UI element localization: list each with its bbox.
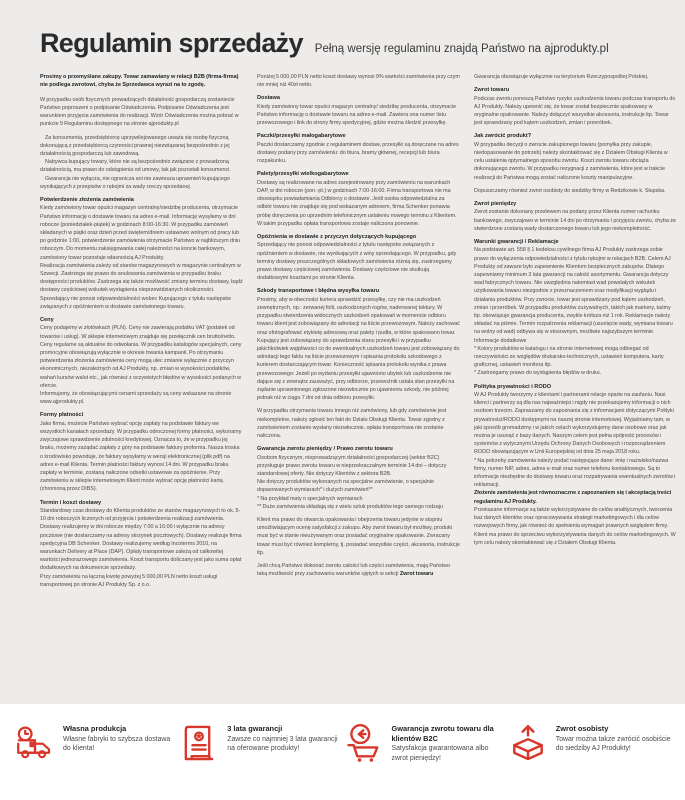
paragraph: Kiedy zamówiony towar opuści magazyn centralny/ siedzibę producenta, otrzymacie Państwo informację o dostawie towaru na adres e-mail. Zawiera ona numer listu przewozowego i link do strony firmy spedycyjnej, gdzie można śledzić przesyłkę. <box>257 103 457 127</box>
column-2 <box>257 73 460 594</box>
paragraph: Jako firma, możecie Państwo wybrać opcję zapłaty na podstawie faktury we wszystkich kanałach sprzedaży. W przypadku odroczonej formy płatności, wykonamy zwyczajowe sprawdzenie zdolności kredytowej. Oznacza to, że w przypadku jej braku, możemy zażądać zapłaty z góry na podstawie faktury proforma. Nasza troska o środowisko powoduje, że faktury wysyłamy w wersji elektronicznej (plik pdf) na adres e-mail Klienta. Termin płatności faktury wynosi 14 dni. W przypadku braku zapłaty w terminie, zostaną naliczone odsetki ustawowe za opóźnienie. Przy zamówieniu w sklepie internetowym Klient może wybrać opcję płatności kartą (chronioną przez DIBS). <box>40 420 242 493</box>
feature-description: Własne fabryki to szybsza dostawa do klienta! <box>63 735 171 753</box>
features-banner <box>0 704 685 800</box>
delivery-truck-icon <box>14 722 56 764</box>
paragraph-text: Jeśli chcą Państwo dokonać zwrotu całości lub części zamówienia, mają Państwo taką możliwość przy zachowaniu warunków ujętych w sekcji <box>257 563 451 578</box>
section-heading-warunki-gwarancji: Warunki gwarancji / Reklamacje <box>474 239 559 246</box>
warranty-certificate-icon <box>178 722 220 764</box>
feature-gwarancja-zwrotu-b2c <box>343 722 507 764</box>
paragraph: W przypadku osób fizycznych prowadzących działalność gospodarczą zostaniecie Państwo poproszeni o podpisanie Oświadczenia. Podpisanie Oświadczenia jest warunkiem przyjęcia zamówienia do realizacji. Wzór Oświadczenia można pobrać w punkcie 9 Regulaminu dostępnego na stronie ajprodukty.pl <box>40 96 239 128</box>
section-heading-opoznienia: Opóźnienia w dostawie z przyczyn dotyczących kupującego <box>257 234 417 241</box>
footnote: * Na przykład maty o specjalnych wymiarach <box>257 495 363 502</box>
page-subtitle: Pełną wersję regulaminu znajdą Państwo na ajprodukty.pl <box>314 43 609 55</box>
section-heading-gwarancja-zwrotu: Gwarancja zwrotu pieniędzy / Prawo zwrotu towaru <box>257 446 393 453</box>
paragraph: Nie dotyczy produktów wykonanych na specjalne zamówienie, o specjalnie dopasowanych wymiarach* i dużych zamówień** <box>257 479 434 494</box>
section-heading-polityka-prywatnosci: Polityka prywatności i RODO <box>474 383 552 390</box>
paragraph: Na podstawie art. 558 § 1 kodeksu cywilnego firma AJ Produkty zastrzega sobie prawo do wyłączenia odpowiedzialności z tytułu rękojmi w relacjach B2B. Celem AJ Produkty od zawsze było zapewnienie Klientom bezpiecznych zakupów. Dlatego zapewniamy minimum 3 lata gwarancji na całość asortymentu. Gwarancja dotyczy wad fabrycznych towaru. Nie uwzględnia natomiast wad powstałych wskutek użytkowania towaru niezgodnie z przeznaczeniem oraz modyfikacji wyglądu i działania produktów. Przy zwrocie, towar jest sprawdzany pod kątem uszkodzeń, zmian i przeróbek. W przypadku produktów zużywalnych, takich jak markery, taśmy itp. obowiązuje gwarancja producenta, zwykle krótsza niż 1 rok. Reklamacje należy składać na piśmie. Termin rozpatrzenia reklamacji (usunięcie wady, wymiana towaru na wolny od wad) odbywa się w stosownym, możliwie najszybszym terminie. <box>474 247 673 336</box>
feature-title: Gwarancja zwrotu towaru dla klientów B2C <box>391 724 494 743</box>
paragraph: Kiedy zamówiony towar opuści magazyn centralny/siedzibę producenta, otrzymacie Państwo informację o dostawie towaru na adres e-mail. Informację wysyłamy w dni robocze (poniedziałek-piątek) w godzinach 8:00-16:30. W przypadku zamówień składanych w piątki oraz dzień przed świętem/dniem ustawowo wolnym od pracy lub po godzinie 1:00, potwierdzenie zamówienia otrzymacie Państwo w najbliższym dniu roboczym. Do momentu zaksięgowania całej należności na koncie bankowym, zamówiony towar pozostaje własnością AJ Produkty. <box>40 205 241 261</box>
paragraph: W przypadku decyzji o zwrocie zakupionego towaru (pomyłka przy zakupie, niedopasowanie do potrzeb) należy skontaktować się z Działem Obsługi Klienta w celu ustalenia optymalnego sposobu zwrotu. Koszt zwrotu towaru obciąża dokonującego zwrotu. W przypadku rezygnacji z zamówienia, które jest w trakcie realizacji do Państwa mogą zostać naliczone koszty manipulacyjne. <box>474 141 668 181</box>
paragraph: Gwarancja obowiązuje wyłącznie na terytorium Rzeczypospolitej Polskiej. <box>474 74 649 80</box>
paragraph: Informacje dodatkowe <box>474 337 527 344</box>
feature-wlasna-produkcja <box>14 722 178 764</box>
acceptance-notice: Złożenie zamówienia jest równoznaczne z zapoznaniem się i akceptacją treści regulaminu AJ Produkty. <box>474 490 672 505</box>
inline-reference-zwrot-towaru: Zwrot towaru <box>399 571 434 578</box>
paragraph: Dostawy są realizowane na adres zarejestrowany przy zamówieniu na warunkach DAP, w dni robocze (pon.-pt.) w godzinach 7:00-16:00. Firma transportowa nie ma obowiązku powiadamiania Odbiorcy o dostawie. Jeśli osoba odpowiedzialna za odbiór towaru nie znajduje się pod wskazanym adresem, firma Schenker ponawia próbę doręczenia po uprzednim telefonicznym ustaleniu nowego terminu z Klientem. W takim przypadku opłata transportowa zostaje naliczona ponownie. <box>257 179 457 227</box>
column-1 <box>40 73 243 594</box>
feature-text <box>63 722 178 754</box>
page-header <box>0 0 685 57</box>
column-3 <box>474 73 677 594</box>
section-heading-potwierdzenie: Potwierdzenie złożenia zamówienia <box>40 196 134 203</box>
section-heading-zwrot-pieniedzy: Zwrot pieniędzy <box>474 201 517 208</box>
paragraph: Przekazane informacje są także wykorzystywane do celów analitycznych, tworzenia baz danych klientów oraz opracowywania strategii marketingowych i dla celów rozwojowych firmy, jak również do spełnienia wymagań prawnych względem firmy. Klient ma prawo do sprzeciwu wykorzystywania danych do celów marketingowych. W tym celu należy skontaktować się z Działem Obsługi Klienta. <box>474 506 676 546</box>
paragraph <box>257 562 460 578</box>
feature-text <box>556 722 671 754</box>
footnote: * Kolory produktów w katalogu i na stronie internetowej mogą odbiegać od rzeczywistości ze względów drukarsko-technicznych, ustawień komputera, karty graficznej, ustawień monitora itp. <box>474 345 664 369</box>
footnote: ** Duże zamówienia składają się z wielu sztuk produktów tego samego rodzaju <box>257 503 443 510</box>
paragraph: Podczas zwrotu ponoszą Państwo ryzyko uszkodzenia towaru podczas transportu do AJ Produkty. Należy upewnić się, że towar został bezpiecznie spakowany w oryginalne opakowanie. Należy dołączyć wszystkie akcesoria, instrukcje itp. Towar jest sprawdzany pod kątem uszkodzeń, zmian i przeróbek. <box>474 95 676 127</box>
section-heading-formy-platnosci: Formy płatności <box>40 412 84 419</box>
lead-paragraph: Prosimy o przemyślane zakupy. Towar zamawiany w relacji B2B (firma-firma) nie podlega zwrotowi, chyba że Sprzedawca wyrazi na to zgodę. <box>40 74 239 89</box>
section-heading-termin-koszt-dostawy: Termin i koszt dostawy <box>40 499 102 506</box>
footnote: * Na potrzeby zamówienia należy podać następujące dane: imię i nazwisko/nazwa firmy, numer NIP, adres, adres e-mail oraz numer telefonu kontaktowego. Są to informacje niezbędne do dostawy towaru oraz rozpatrywania ewentualnych zwrotów i reklamacji. <box>474 457 676 489</box>
feature-title: 3 lata gwarancji <box>227 724 283 733</box>
section-heading-zwrot-towaru: Zwrot towaru <box>474 87 510 94</box>
paragraph: Przy zamówieniu na łączną kwotę powyżej 5 000,00 PLN netto koszt usługi transportowej po stronie AJ Produkty Sp. z o.o. <box>40 573 218 588</box>
paragraph: Prosimy, aby w obecności kuriera sprawdzić przesyłkę, czy nie ma uszkodzeń zewnętrznych, np.: zerwanej folii, uszkodzonych rogów, naderwanej tektury. W przypadku stwierdzenia widocznych uszkodzeń opakowań w momencie odbioru towaru klient jest zobowiązany do adnotacji na liście przewozowym. Należy zachować oraz sfotografować etykietę adresową oraz palety i pudła, w które spakowano towar. Kupujący jest zobowiązany do sprawdzenia stanu przesyłki i w przypadku jakichkolwiek wątpliwości co do ewentualnych uszkodzeń towaru jest zobowiązany do adnotacji tego faktu na liście przewozowym i spisania protokołu szkodowego z kurierem dostarczającym towar. Konieczność spisania protokołu wynika z prawa przewozowego: Jeżeli po wydaniu przesyłki ujawniono ubytek lub uszkodzenie nie dające się z zewnątrz zauważyć, przy odbiorze, przewoźnik ustala stan przesyłki na żądanie uprawnionego zgłoszone niezwłocznie po ujawnieniu szkody, nie później jednak niż w ciągu 7 dni od dnia odbioru przesyłki. <box>257 296 460 402</box>
page-title: Regulamin sprzedaży <box>40 28 303 58</box>
paragraph: W AJ Produkty tworzymy z klientami i partnerami relacje oparte na zaufaniu. Nasi klienci i partnerzy są dla nas najważniejsi i nigdy nie przekazujemy informacji o nich osobom trzecim. Zapraszamy do zapoznania się z informacjami dotyczącymi Polityki prywatności/RODO dostępnymi na naszej stronie internetowej. Wyjaśniamy tam, w jaki sposób gromadzimy i w jakich celach wykorzystujemy dane osobowe oraz jak można je usunąć z bazy danych. Naszym celem jest pełna spójność procesów i systemów z wytycznymi Urzędu Ochrony Danych Osobowych i rozporządzeniem RODO obowiązującym w Unii Europejskiej od dnia 25 maja 2018 roku. <box>474 392 674 456</box>
feature-3-lata-gwarancji <box>178 722 342 764</box>
paragraph: Zwrot zostanie dokonany przelewem na podany przez Klienta numer rachunku bankowego, zwyczajowo w terminie 14 dni po otrzymaniu i przyjęciu zwrotu, chyba że stwierdzone zostaną wady dostarczonego towaru lub jego niekompletność. <box>474 209 676 232</box>
paragraph: Klient ma prawo do otwarcia opakowania i obejrzenia towaru jedynie w stopniu umożliwiającym ocenę satysfakcji z zakupu. Aby zwrot towaru był możliwy, produkt musi być w stanie nieużywanym oraz posiadać oryginalne opakowanie. Zwracany towar musi być również kompletny, tj. posiadać wszystkie części, akcesoria, instrukcje itp. <box>257 517 460 556</box>
paragraph: Ceny podajemy w złotówkach (PLN). Ceny nie zawierają podatku VAT (podatek od towarów i usług). W sklepie internetowym znajduje się przełącznik cen brutto/netto. Ceny regularne są aktualne do odwołania. W przypadku katalogów specjalnych, ceny promocyjne obowiązują wyłącznie w okresie trwania kampanii. Po otrzymaniu potwierdzenia złożenia zamówienia ceny mogą ulec zmianie wyłącznie z przyczyn ekonomicznych, niezależnych od AJ Produkty, np. zmian w wysokości podatków, wahań kursów walut etc., jak również z oczywistych błędów w wysokości podanych w ofercie. <box>40 325 242 389</box>
paragraph: Osobom fizycznym, nieprowadzącym działalności gospodarczej (sektor B2C) przysługuje prawo zwrotu towaru w nieprzekraczalnym terminie 14 dni – dotyczy standardowej oferty. Nie dotyczy Klientów z sektora B2B. <box>257 454 447 478</box>
paragraph: Dopuszczamy również zwrot osobisty do siedziby firmy w Redzikowie k. Słupska. <box>474 187 666 194</box>
section-heading-jak-zwrocic-produkt: Jak zwrócić produkt? <box>474 133 532 140</box>
feature-description: Zawsze co najmniej 3 lata gwarancji na oferowane produkty! <box>227 735 338 753</box>
paragraph: Realizacja zamówienia zależy od stanów magazynowych w magazynie centralnym w Szwecji. Zastrzega się prawo do anulowania zamówienia w przypadku braku dostępności produktów. Zastrzega się także możliwość zmiany terminu dostawy, bądź dostawy częściowej wskutek wystąpienia nieprzewidzianych okoliczności. Sprzedający nie ponosi odpowiedzialności wobec Kupującego z tytułu następstw związanych z opóźnieniem w dostawie zamówionego towaru. <box>40 262 243 310</box>
paragraph: Sprzedający nie ponosi odpowiedzialności z tytułu następstw związanych z opóźnieniem w dostawie, nie wynikających z winy sprzedającego. W przypadku, gdy terminy dostawy poszczególnych składowych zamówienia różnią się, zastrzegamy prawo dostawy częściowej zamówienia. Dostawy częściowe nie skutkują dodatkowymi kosztami po stronie Klienta. <box>257 242 457 282</box>
feature-text <box>392 722 507 763</box>
section-heading-dostawa: Dostawa <box>257 95 281 102</box>
paragraph: Gwarancja nie wyłącza, nie ogranicza ani nie zawiesza uprawnień kupującego wynikających z przepisów o rękojmi za wady rzeczy sprzedanej. <box>40 175 230 190</box>
section-heading-szkody-transportowe: Szkody transportowe i błędna wysyłka towaru <box>257 288 380 295</box>
money-back-cart-icon <box>343 722 385 764</box>
section-heading-palety: Palety/przesyłki wielkogabarytowe <box>257 171 349 178</box>
paragraph: Za konsumenta, przedsiębiorcę uprzywilejowanego uważa się osobę fizyczną dokonującą z przedsiębiorcą czynności prawnej niezwiązanej bezpośrednio z jej działalnością gospodarczą lub zawodową. <box>40 134 230 157</box>
paragraph: Nabywca kupujący towary, które nie są bezpośrednio związane z prowadzoną działalnością, ma prawo do odstąpienia od umowy, tak jak pozostali konsumenci. <box>40 159 231 174</box>
footnote: * Zastrzegamy prawo do wystąpienia błędów w druku. <box>474 370 602 377</box>
feature-description: Satysfakcja gwarantowana albo zwrot pieniędzy! <box>391 745 489 762</box>
paragraph: Poniżej 5 000,00 PLN netto koszt dostawy wynosi 9% wartości zamówienia przy czym nie mniej niż 40zł netto. <box>257 74 460 89</box>
feature-title: Zwrot osobisty <box>555 724 609 733</box>
feature-text <box>227 722 342 754</box>
paragraph: Informujemy, że obowiązującymi cenami sprzedaży są ceny wskazane na stronie www.ajprodukty.pl. <box>40 391 232 406</box>
paragraph: W przypadku otrzymania towaru innego niż zamówiony, lub gdy zamówienie jest niekompletne, należy zgłosić ten fakt do Działu Obsługi Klienta. Towar zgodny z zamówieniem zostanie wysłany niezwłocznie, opłata transportowa nie zostanie naliczona. <box>257 408 447 440</box>
section-heading-ceny: Ceny <box>40 316 54 323</box>
feature-zwrot-osobisty <box>507 722 671 764</box>
content-columns <box>0 57 685 594</box>
paragraph: Standardowy czas dostawy do Klienta produktów ze stanów magazynowych to ok. 5-10 dni roboczych liczonych od przyjęcia i potwierdzenia realizacji zamówienia. Dostawy realizujemy w dni robocze między 7:00 a 16:00 i wyłącznie na adresy pocztowe (nie dostarczamy na adresy skrzynek pocztowych). Dostawy realizuje firma spedycyjna DB Schenker. Dostawy realizujemy według Incoterms 2010, na warunkach Delivery at Place (DAP). Opłaty transportowe zależą od całkowitej wartości jednorazowego zamówienia. Koszt transportu doliczany jest jako suma opłat dodatkowych na dokumencie sprzedaży. <box>40 508 242 572</box>
feature-description: Towar można także zwrócić osobiście do siedziby AJ Produkty! <box>555 735 671 753</box>
paragraph: Paczki dostarczamy zgodnie z regulaminem dostaw, przesyłki są doręczane na adres dostawy podany przy zamówieniu: do biura, bramy głównej, recepcji lub biura rozpakunku. <box>257 141 459 165</box>
return-box-icon <box>507 722 549 764</box>
section-heading-paczki: Paczki/przesyłki małogabarytowe <box>257 133 346 140</box>
feature-title: Własna produkcja <box>63 724 127 733</box>
